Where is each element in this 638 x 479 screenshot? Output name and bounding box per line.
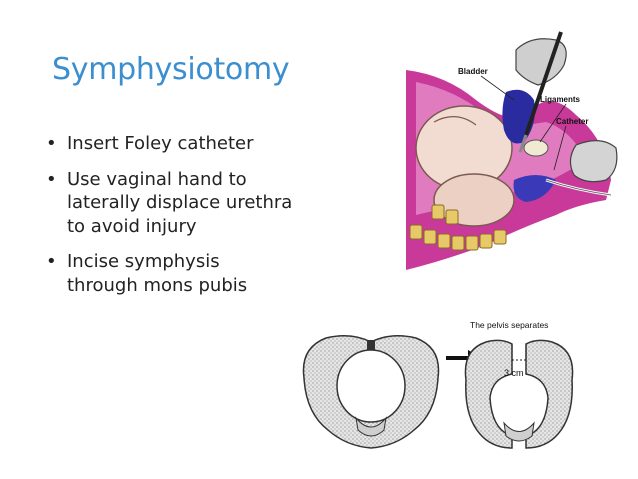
ligaments-label: Ligaments — [540, 95, 581, 104]
measurement-label: 3 cm — [504, 368, 524, 378]
pelvis-diagram — [296, 318, 576, 456]
pelvis-intact-icon — [303, 336, 438, 448]
bullet-text: Incise symphysis through mons pubis — [67, 251, 248, 296]
procedure-illustration — [406, 30, 621, 280]
bullet-item — [46, 168, 296, 239]
bullet-item — [46, 132, 296, 156]
bladder-label: Bladder — [458, 67, 488, 76]
bullet-list — [46, 132, 296, 309]
pelvis-separated-icon — [465, 340, 572, 448]
bullet-item — [46, 250, 296, 297]
bullet-marker: • — [46, 133, 57, 154]
bullet-text: Use vaginal hand to laterally displace urethra to avoid injury — [67, 168, 293, 237]
catheter-label: Catheter — [556, 117, 589, 126]
bullet-marker: • — [46, 168, 57, 190]
bullet-marker: • — [46, 251, 57, 272]
pelvis-caption: The pelvis separates — [470, 320, 549, 330]
slide-title: Symphysiotomy — [52, 52, 290, 87]
bullet-text: Insert Foley catheter — [67, 133, 254, 154]
